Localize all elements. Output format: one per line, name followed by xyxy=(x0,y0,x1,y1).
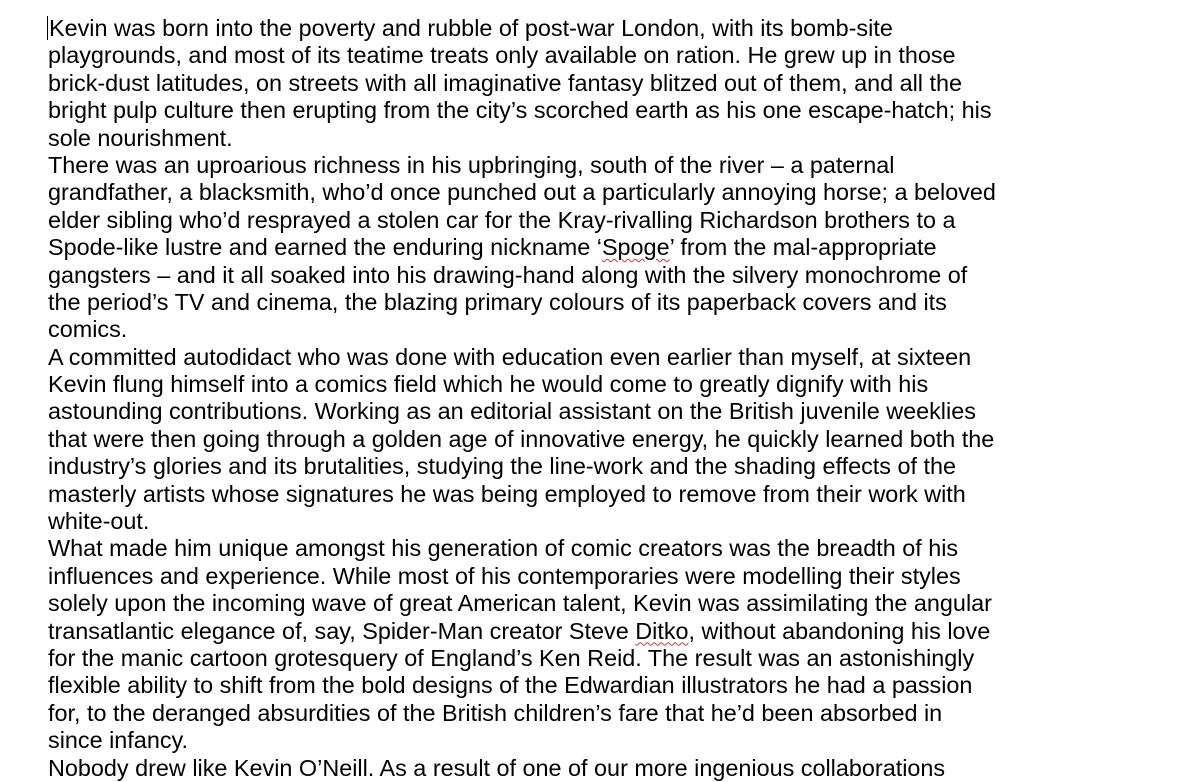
text-line[interactable] xyxy=(48,700,1058,727)
text-run: solely upon the incoming wave of great American talent, Kevin was assimilating the angular xyxy=(48,590,992,617)
text-line[interactable] xyxy=(48,152,1058,179)
text-run: elder sibling who’d resprayed a stolen car for the Kray-rivalling Richardson brothers to a xyxy=(48,206,956,233)
paragraph[interactable] xyxy=(48,344,1058,536)
text-line[interactable] xyxy=(48,262,1058,289)
text-line[interactable] xyxy=(48,453,1058,480)
text-run: the period’s TV and cinema, the blazing primary colours of its paperback covers and its xyxy=(48,288,947,315)
text-run: There was an uproarious richness in his upbringing, south of the river – a paternal xyxy=(48,151,895,178)
text-line[interactable] xyxy=(48,207,1058,234)
text-line[interactable] xyxy=(48,316,1058,343)
text-line[interactable] xyxy=(48,727,1058,754)
text-line[interactable] xyxy=(48,179,1058,206)
paragraph[interactable] xyxy=(48,15,1058,152)
text-run: grandfather, a blacksmith, who’d once punched out a particularly annoying horse; a beloved xyxy=(48,179,996,206)
spellcheck-flagged-word[interactable]: Ditko xyxy=(635,617,689,644)
text-line[interactable] xyxy=(48,42,1058,69)
text-line[interactable] xyxy=(48,15,1058,42)
text-run: transatlantic elegance of, say, Spider-Man creator Steve xyxy=(48,617,636,644)
text-line[interactable] xyxy=(48,70,1058,97)
text-run: white-out. xyxy=(48,508,150,535)
text-line[interactable] xyxy=(48,563,1058,590)
text-run: since infancy. xyxy=(48,727,188,754)
text-run: sole nourishment. xyxy=(48,124,233,151)
text-line[interactable] xyxy=(48,398,1058,425)
text-line[interactable] xyxy=(48,125,1058,152)
text-line[interactable] xyxy=(48,672,1058,699)
paragraph[interactable] xyxy=(48,535,1058,782)
text-run: for the manic cartoon grotesquery of England’s Ken Reid. The result was an astonishingly xyxy=(48,644,975,671)
text-line[interactable] xyxy=(48,618,1058,645)
text-run: , without abandoning his love xyxy=(688,617,991,644)
text-run: What made him unique amongst his generation of comic creators was the breadth of his xyxy=(48,535,959,562)
text-run: Nobody drew like Kevin O’Neill. As a result of one of our more ingenious collaborations xyxy=(48,754,946,781)
text-cursor xyxy=(47,16,48,40)
text-line[interactable] xyxy=(48,645,1058,672)
text-run: that were then going through a golden age of innovative energy, he quickly learned both the xyxy=(48,425,995,452)
text-run: bright pulp culture then erupting from the city’s scorched earth as his one escape-hatch; his xyxy=(48,97,992,124)
text-run: playgrounds, and most of its teatime treats only available on ration. He grew up in those xyxy=(48,42,956,69)
text-run: masterly artists whose signatures he was being employed to remove from their work with xyxy=(48,480,966,507)
text-line[interactable] xyxy=(48,426,1058,453)
text-line[interactable] xyxy=(48,590,1058,617)
text-run: comics. xyxy=(48,316,128,343)
text-run: industry’s glories and its brutalities, studying the line-work and the shading effects of the xyxy=(48,453,956,480)
text-run: influences and experience. While most of his contemporaries were modelling their styles xyxy=(48,562,961,589)
text-line[interactable] xyxy=(48,371,1058,398)
text-run: astounding contributions. Working as an editorial assistant on the British juvenile weeklies xyxy=(48,398,976,425)
text-line[interactable] xyxy=(48,508,1058,535)
paragraph[interactable] xyxy=(48,152,1058,344)
text-line[interactable] xyxy=(48,234,1058,261)
text-run: Kevin was born into the poverty and rubble of post-war London, with its bomb-site xyxy=(49,15,893,41)
spellcheck-flagged-word[interactable]: Spoge xyxy=(601,234,670,261)
document-page[interactable] xyxy=(48,15,1058,782)
text-run: Kevin flung himself into a comics field which he would come to greatly dignify with his xyxy=(48,371,929,398)
text-line[interactable] xyxy=(48,344,1058,371)
text-run: for, to the deranged absurdities of the British children’s fare that he’d been absorbed in xyxy=(48,699,943,726)
text-run: gangsters – and it all soaked into his drawing-hand along with the silvery monochrome of xyxy=(48,261,968,288)
text-line[interactable] xyxy=(48,755,1058,782)
text-line[interactable] xyxy=(48,481,1058,508)
text-run: A committed autodidact who was done with education even earlier than myself, at sixteen xyxy=(48,343,972,370)
text-line[interactable] xyxy=(48,535,1058,562)
text-run: flexible ability to shift from the bold designs of the Edwardian illustrators he had a passion xyxy=(48,672,973,699)
text-run: Spode-like lustre and earned the enduring nickname ‘ xyxy=(48,234,602,261)
text-run: brick-dust latitudes, on streets with all imaginative fantasy blitzed out of them, and all the xyxy=(48,69,963,96)
text-line[interactable] xyxy=(48,97,1058,124)
text-line[interactable] xyxy=(48,289,1058,316)
text-run: ’ from the mal-appropriate xyxy=(669,234,937,261)
